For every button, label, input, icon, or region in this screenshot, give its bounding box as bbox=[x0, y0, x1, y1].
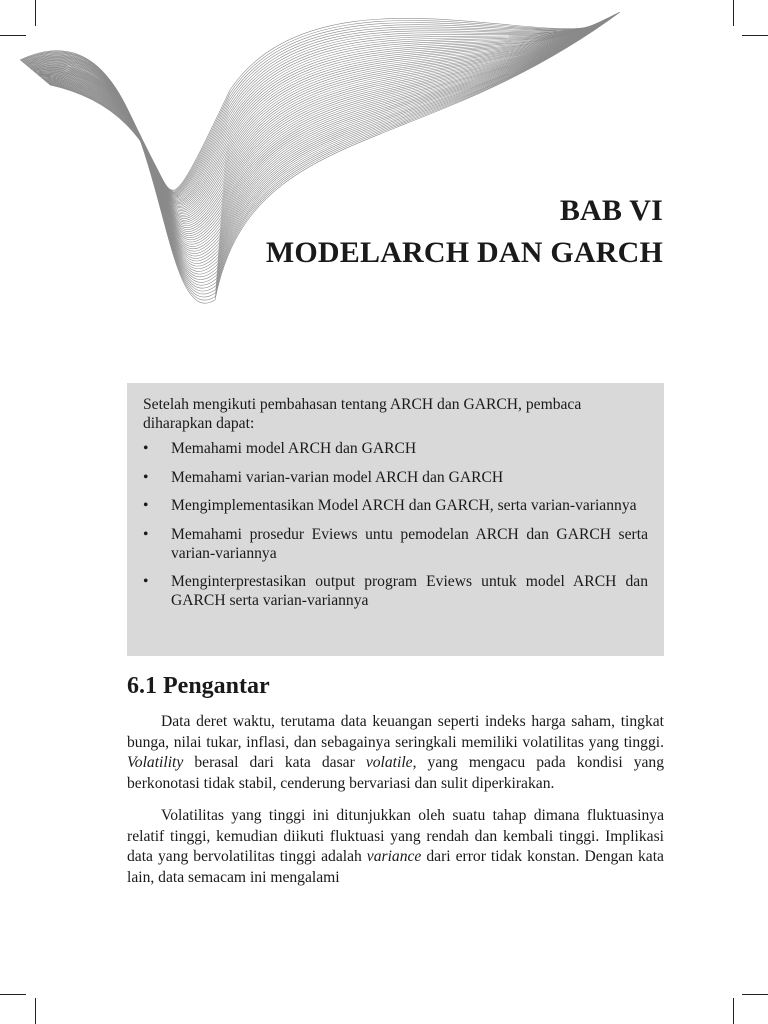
objective-item: • Mengimplementasikan Model ARCH dan GARCH, serta varian-variannya bbox=[143, 497, 637, 514]
crop-mark-bottom-right bbox=[733, 998, 734, 1024]
objective-item: • Memahami varian-varian model ARCH dan GARCH bbox=[143, 468, 504, 486]
term-italic: volatile bbox=[365, 754, 413, 771]
paragraph: Volatilitas yang tinggi ini ditunjukkan oleh suatu tahap dimana fluktuasinya relatif tinggi, kemudian diikuti fluktuasi yang rendah dan kembali tinggi. Implikasi data yang bervolatilitas tinggi adalah variance dari error tidak konstan. Dengan kata lain, data semacam ini mengalami bbox=[127, 807, 664, 886]
learning-objectives-box bbox=[127, 383, 664, 656]
objective-item: • Menginterprestasikan output program Eviews untuk model ARCH dan GARCH serta varian-variannya bbox=[143, 573, 648, 609]
section-heading: 6.1 Pengantar bbox=[127, 673, 270, 699]
decorative-wave-graphic bbox=[0, 0, 768, 330]
wave-line bbox=[26, 15, 614, 269]
bullet-icon: • bbox=[143, 573, 149, 590]
objectives-list bbox=[143, 439, 648, 610]
wave-line bbox=[48, 25, 591, 193]
crop-mark-bottom-right-h bbox=[742, 994, 768, 995]
bullet-icon: • bbox=[143, 468, 149, 486]
wave-line bbox=[50, 18, 590, 190]
wave-line bbox=[49, 23, 591, 192]
objective-item: • Memahami prosedur Eviews untu pemodelan ARCH dan GARCH serta varian-variannya bbox=[143, 525, 648, 562]
term-italic: variance bbox=[366, 848, 422, 865]
wave-line bbox=[31, 17, 610, 246]
crop-mark-bottom-left-h bbox=[0, 994, 26, 995]
bullet-icon: • bbox=[143, 497, 149, 514]
objectives-intro: Setelah mengikuti pembahasan tentang ARCH dan GARCH, pembaca diharapkan dapat: bbox=[143, 396, 582, 432]
paragraph: Data deret waktu, terutama data keuangan seperti indeks harga saham, tingkat bunga, nilai tukar, inflasi, dan sebagainya seringkali memiliki volatilitas yang tinggi. Volatility berasal dari kata dasar volatile, yang mengacu pada kondisi yang berkonotasi tidak stabil, cenderung bervariasi dan sulit diperkirakan. bbox=[127, 713, 665, 792]
objective-item: • Memahami model ARCH dan GARCH bbox=[143, 440, 417, 457]
chapter-number: BAB VI bbox=[559, 194, 663, 227]
body-text bbox=[127, 712, 664, 900]
bullet-icon: • bbox=[143, 525, 149, 543]
bullet-icon: • bbox=[143, 440, 149, 457]
chapter-title: MODELARCH DAN GARCH bbox=[265, 236, 663, 269]
term-italic: Volatility bbox=[127, 754, 184, 771]
crop-mark-bottom-left bbox=[35, 998, 36, 1024]
